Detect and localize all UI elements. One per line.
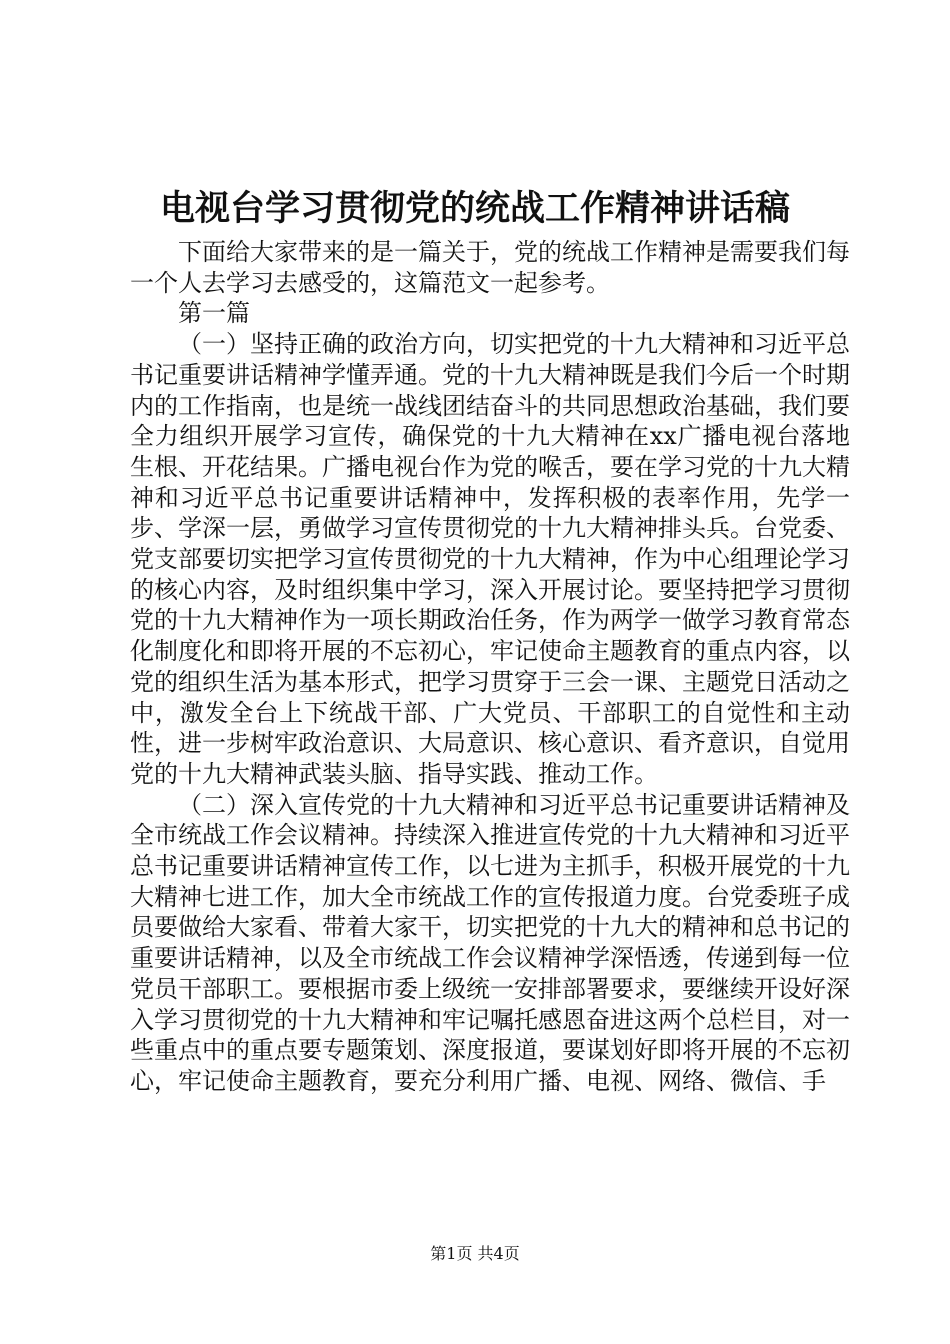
body-paragraph: （一）坚持正确的政治方向，切实把党的十九大精神和习近平总书记重要讲话精神学懂弄通。党的十九大精神既是我们今后一个时期内的工作指南，也是统一战线团结奋斗的共同思想政治基础，我们要全力组织开展学习宣传，确保党的十九大精神在xx广播电视台落地生根、开花结果。广播电视台作为党的喉舌，要在学习党的十九大精神和习近平总书记重要讲话精神中，发挥积极的表率作用，先学一步、学深一层，勇做学习宣传贯彻党的十九大精神排头兵。台党委、党支部要切实把学习宣传贯彻党的十九大精神，作为中心组理论学习的核心内容，及时组织集中学习，深入开展讨论。要坚持把学习贯彻党的十九大精神作为一项长期政治任务，作为两学一做学习教育常态化制度化和即将开展的不忘初心，牢记使命主题教育的重点内容，以党的组织生活为基本形式，把学习贯穿于三会一课、主题党日活动之中，激发全台上下统战干部、广大党员、干部职工的自觉性和主动性，进一步树牢政治意识、大局意识、核心意识、看齐意识，自觉用党的十九大精神武装头脑、指导实践、推动工作。 [130, 330, 850, 788]
body-paragraph: （二）深入宣传党的十九大精神和习近平总书记重要讲话精神及全市统战工作会议精神。持续深入推进宣传党的十九大精神和习近平总书记重要讲话精神宣传工作，以七进为主抓手，积极开展党的十九大精神七进工作，加大全市统战工作的宣传报道力度。台党委班子成员要做给大家看、带着大家干，切实把党的十九大的精神和总书记的重要讲话精神，以及全市统战工作会议精神学深悟透，传递到每一位党员干部职工。要根据市委上级统一安排部署要求，要继续开设好深入学习贯彻党的十九大精神和牢记嘱托感恩奋进这两个总栏目，对一些重点中的重点要专题策划、深度报道，要谋划好即将开展的不忘初心，牢记使命主题教育，要充分利用广播、电视、网络、微信、手 [130, 790, 850, 1095]
document-body [130, 237, 850, 1097]
page-number-footer: 第1页 共4页 [430, 1244, 520, 1263]
document-title: 电视台学习贯彻党的统战工作精神讲话稿 [159, 189, 790, 229]
section-heading: 第一篇 [178, 299, 250, 328]
intro-paragraph: 下面给大家带来的是一篇关于，党的统战工作精神是需要我们每一个人去学习去感受的，这篇范文一起参考。 [130, 238, 850, 297]
